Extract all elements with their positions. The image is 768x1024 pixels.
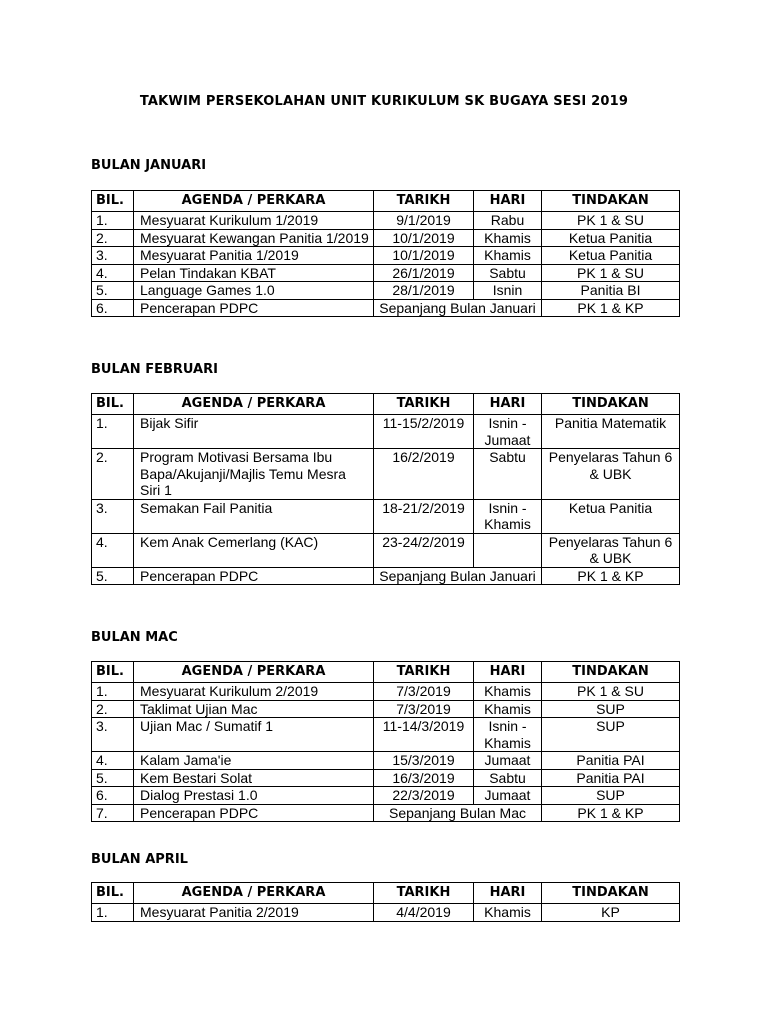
day-cell: Rabu xyxy=(474,212,542,230)
table-row xyxy=(92,229,680,247)
agenda-cell: Taklimat Ujian Mac xyxy=(134,700,374,718)
date-cell: 7/3/2019 xyxy=(374,700,474,718)
table-row xyxy=(92,683,680,701)
date-cell: 22/3/2019 xyxy=(374,787,474,805)
table-row xyxy=(92,282,680,300)
action-cell: Panitia Matematik xyxy=(542,415,680,449)
row-number: 5. xyxy=(92,769,134,787)
table-header-row xyxy=(92,191,680,212)
column-header-bil: BIL. xyxy=(92,394,134,415)
action-cell: Panitia PAI xyxy=(542,752,680,770)
action-cell: Panitia PAI xyxy=(542,769,680,787)
agenda-cell: Mesyuarat Kurikulum 2/2019 xyxy=(134,683,374,701)
day-cell xyxy=(474,533,542,567)
table-row xyxy=(92,247,680,265)
agenda-cell: Pencerapan PDPC xyxy=(134,299,374,317)
action-cell: SUP xyxy=(542,700,680,718)
row-number: 4. xyxy=(92,264,134,282)
schedule-table xyxy=(91,661,680,822)
table-row xyxy=(92,264,680,282)
table-header-row xyxy=(92,883,680,904)
column-header-agenda: AGENDA / PERKARA xyxy=(134,191,374,212)
action-cell: KP xyxy=(542,904,680,922)
agenda-cell: Bijak Sifir xyxy=(134,415,374,449)
row-number: 1. xyxy=(92,415,134,449)
table-header-row xyxy=(92,394,680,415)
column-header-tarikh: TARIKH xyxy=(374,883,474,904)
date-cell: 10/1/2019 xyxy=(374,247,474,265)
action-cell: Ketua Panitia xyxy=(542,499,680,533)
date-span-cell: Sepanjang Bulan Mac xyxy=(374,804,542,822)
agenda-cell: Ujian Mac / Sumatif 1 xyxy=(134,718,374,752)
action-cell: Penyelaras Tahun 6 & UBK xyxy=(542,533,680,567)
agenda-cell: Dialog Prestasi 1.0 xyxy=(134,787,374,805)
month-heading: BULAN MAC xyxy=(91,630,178,645)
day-cell: Isnin - Khamis xyxy=(474,718,542,752)
date-cell: 23-24/2/2019 xyxy=(374,533,474,567)
column-header-tindakan: TINDAKAN xyxy=(542,394,680,415)
table-row xyxy=(92,700,680,718)
action-cell: Ketua Panitia xyxy=(542,229,680,247)
column-header-bil: BIL. xyxy=(92,191,134,212)
agenda-cell: Language Games 1.0 xyxy=(134,282,374,300)
month-heading: BULAN FEBRUARI xyxy=(91,362,218,377)
agenda-cell: Pelan Tindakan KBAT xyxy=(134,264,374,282)
agenda-cell: Kem Bestari Solat xyxy=(134,769,374,787)
column-header-hari: HARI xyxy=(474,191,542,212)
action-cell: Ketua Panitia xyxy=(542,247,680,265)
agenda-cell: Kem Anak Cemerlang (KAC) xyxy=(134,533,374,567)
agenda-cell: Mesyuarat Panitia 2/2019 xyxy=(134,904,374,922)
date-cell: 10/1/2019 xyxy=(374,229,474,247)
action-cell: PK 1 & KP xyxy=(542,299,680,317)
table-row xyxy=(92,299,680,317)
table-row xyxy=(92,718,680,752)
table-row xyxy=(92,533,680,567)
page-title: TAKWIM PERSEKOLAHAN UNIT KURIKULUM SK BUGAYA SESI 2019 xyxy=(139,94,629,109)
row-number: 5. xyxy=(92,567,134,585)
table-row xyxy=(92,787,680,805)
date-span-cell: Sepanjang Bulan Januari xyxy=(374,567,542,585)
month-heading: BULAN APRIL xyxy=(91,852,188,867)
row-number: 4. xyxy=(92,533,134,567)
date-span-cell: Sepanjang Bulan Januari xyxy=(374,299,542,317)
action-cell: PK 1 & KP xyxy=(542,567,680,585)
table-row xyxy=(92,752,680,770)
row-number: 2. xyxy=(92,700,134,718)
date-cell: 16/2/2019 xyxy=(374,449,474,500)
action-cell: PK 1 & SU xyxy=(542,264,680,282)
row-number: 3. xyxy=(92,247,134,265)
table-row xyxy=(92,449,680,500)
date-cell: 4/4/2019 xyxy=(374,904,474,922)
agenda-cell: Semakan Fail Panitia xyxy=(134,499,374,533)
row-number: 3. xyxy=(92,718,134,752)
date-cell: 15/3/2019 xyxy=(374,752,474,770)
table-row xyxy=(92,567,680,585)
column-header-agenda: AGENDA / PERKARA xyxy=(134,394,374,415)
agenda-cell: Mesyuarat Kewangan Panitia 1/2019 xyxy=(134,229,374,247)
row-number: 4. xyxy=(92,752,134,770)
day-cell: Khamis xyxy=(474,247,542,265)
row-number: 1. xyxy=(92,212,134,230)
row-number: 3. xyxy=(92,499,134,533)
column-header-hari: HARI xyxy=(474,394,542,415)
row-number: 1. xyxy=(92,683,134,701)
column-header-tarikh: TARIKH xyxy=(374,394,474,415)
date-cell: 7/3/2019 xyxy=(374,683,474,701)
action-cell: PK 1 & SU xyxy=(542,683,680,701)
column-header-hari: HARI xyxy=(474,662,542,683)
action-cell: Panitia BI xyxy=(542,282,680,300)
day-cell: Khamis xyxy=(474,904,542,922)
day-cell: Khamis xyxy=(474,229,542,247)
date-cell: 16/3/2019 xyxy=(374,769,474,787)
row-number: 5. xyxy=(92,282,134,300)
column-header-agenda: AGENDA / PERKARA xyxy=(134,662,374,683)
column-header-bil: BIL. xyxy=(92,662,134,683)
agenda-cell: Mesyuarat Kurikulum 1/2019 xyxy=(134,212,374,230)
day-cell: Sabtu xyxy=(474,769,542,787)
day-cell: Khamis xyxy=(474,700,542,718)
column-header-tindakan: TINDAKAN xyxy=(542,662,680,683)
day-cell: Isnin xyxy=(474,282,542,300)
schedule-table xyxy=(91,882,680,922)
row-number: 2. xyxy=(92,229,134,247)
column-header-tindakan: TINDAKAN xyxy=(542,191,680,212)
action-cell: SUP xyxy=(542,787,680,805)
row-number: 2. xyxy=(92,449,134,500)
table-row xyxy=(92,769,680,787)
action-cell: PK 1 & SU xyxy=(542,212,680,230)
action-cell: PK 1 & KP xyxy=(542,804,680,822)
date-cell: 9/1/2019 xyxy=(374,212,474,230)
day-cell: Sabtu xyxy=(474,449,542,500)
day-cell: Jumaat xyxy=(474,752,542,770)
schedule-table xyxy=(91,190,680,317)
day-cell: Isnin - Khamis xyxy=(474,499,542,533)
agenda-cell: Mesyuarat Panitia 1/2019 xyxy=(134,247,374,265)
date-cell: 11-14/3/2019 xyxy=(374,718,474,752)
row-number: 6. xyxy=(92,787,134,805)
date-cell: 26/1/2019 xyxy=(374,264,474,282)
day-cell: Sabtu xyxy=(474,264,542,282)
date-cell: 28/1/2019 xyxy=(374,282,474,300)
agenda-cell: Program Motivasi Bersama Ibu Bapa/Akujanji/Majlis Temu Mesra Siri 1 xyxy=(134,449,374,500)
day-cell: Jumaat xyxy=(474,787,542,805)
column-header-tindakan: TINDAKAN xyxy=(542,883,680,904)
agenda-cell: Pencerapan PDPC xyxy=(134,804,374,822)
month-heading: BULAN JANUARI xyxy=(91,158,207,173)
column-header-hari: HARI xyxy=(474,883,542,904)
day-cell: Khamis xyxy=(474,683,542,701)
table-row xyxy=(92,804,680,822)
column-header-agenda: AGENDA / PERKARA xyxy=(134,883,374,904)
column-header-tarikh: TARIKH xyxy=(374,191,474,212)
table-row xyxy=(92,499,680,533)
table-header-row xyxy=(92,662,680,683)
schedule-table xyxy=(91,393,680,585)
row-number: 7. xyxy=(92,804,134,822)
table-row xyxy=(92,415,680,449)
row-number: 1. xyxy=(92,904,134,922)
day-cell: Isnin - Jumaat xyxy=(474,415,542,449)
table-row xyxy=(92,212,680,230)
column-header-tarikh: TARIKH xyxy=(374,662,474,683)
action-cell: SUP xyxy=(542,718,680,752)
table-row xyxy=(92,904,680,922)
date-cell: 18-21/2/2019 xyxy=(374,499,474,533)
date-cell: 11-15/2/2019 xyxy=(374,415,474,449)
agenda-cell: Kalam Jama'ie xyxy=(134,752,374,770)
row-number: 6. xyxy=(92,299,134,317)
column-header-bil: BIL. xyxy=(92,883,134,904)
action-cell: Penyelaras Tahun 6 & UBK xyxy=(542,449,680,500)
agenda-cell: Pencerapan PDPC xyxy=(134,567,374,585)
